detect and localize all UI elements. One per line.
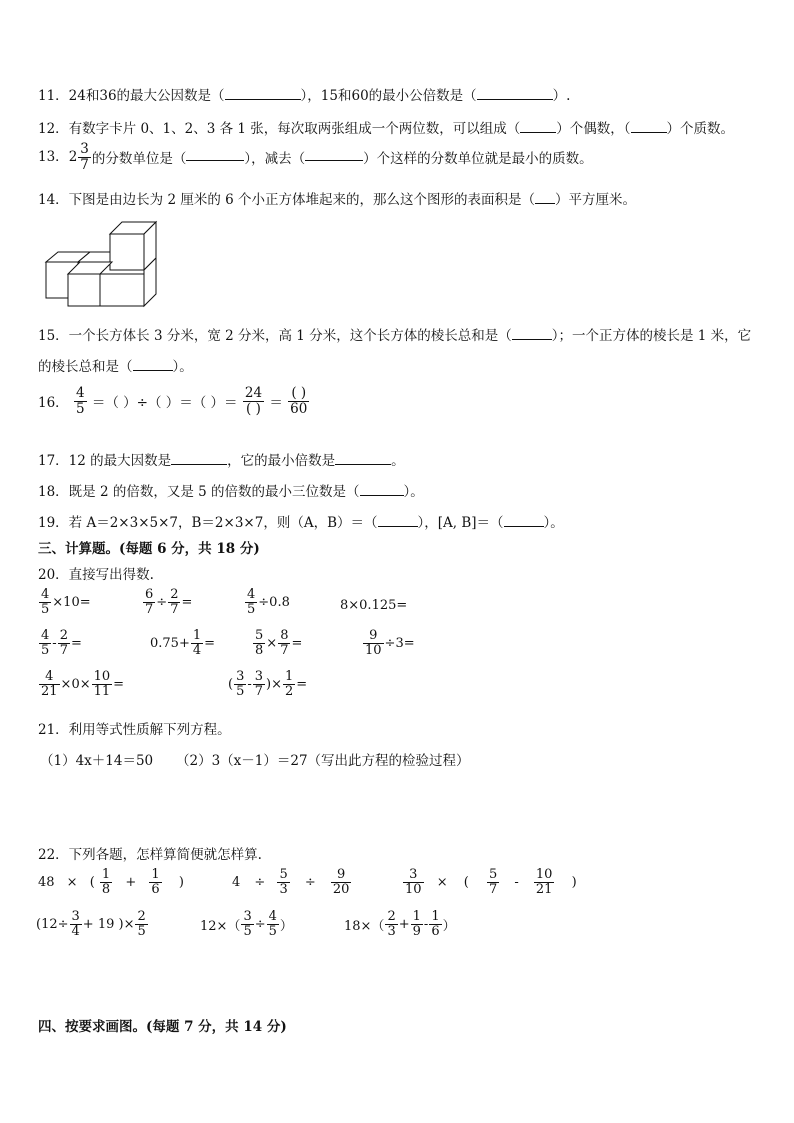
answer-blank[interactable] xyxy=(512,326,552,340)
calc-item: 4 ÷ $\frac{5}{3}$ ÷ $\frac{9}{20}$ xyxy=(232,867,350,898)
question-21-part1: （1）4x＋14＝50 xyxy=(40,753,154,769)
answer-blank[interactable] xyxy=(504,513,544,527)
question-18: 18．既是 2 的倍数，又是 5 的倍数的最小三位数是（ ）。 xyxy=(38,484,424,500)
fraction: $\frac{3}{7}$ xyxy=(80,141,89,173)
answer-blank[interactable] xyxy=(378,513,418,527)
calc-item: $\frac{4}{21}$ ×0× $\frac{10}{11}$ = xyxy=(41,669,125,700)
answer-blank[interactable] xyxy=(535,190,555,204)
calc-item: $\frac{3}{10}$ × ( $\frac{5}{7}$ - $\frac{10}{21}$ ) xyxy=(405,867,577,898)
question-19: 19．若 A＝2×3×5×7，B＝2×3×7，则（A，B）＝（ ），[A, B]＝（ ）。 xyxy=(38,515,564,531)
question-22-title: 22．下列各题，怎样算简便就怎样算. xyxy=(38,847,262,863)
question-12: 12．有数字卡片 0、1、2、3 各 1 张，每次取两张组成一个两位数，可以组成（ ）个偶数，（ ）个质数。 xyxy=(38,121,735,137)
calc-item: 8×0.125= xyxy=(340,598,408,613)
question-21-title: 21．利用等式性质解下列方程。 xyxy=(38,722,231,738)
calc-item: 48 × ( $\frac{1}{8}$ + $\frac{1}{6}$ ) xyxy=(38,867,184,898)
answer-blank[interactable] xyxy=(133,357,173,371)
fraction: $\frac{4}{5}$ xyxy=(75,385,85,417)
stacked-cubes-figure xyxy=(44,220,162,312)
section-4-heading: 四、按要求画图。(每题 7 分，共 14 分) xyxy=(38,1019,287,1035)
answer-blank[interactable] xyxy=(305,147,363,161)
fraction: $\frac{24}{( )}$ xyxy=(244,385,263,417)
question-15-line1: 15．一个长方体长 3 分米，宽 2 分米，高 1 分米，这个长方体的棱长总和是（ ）；一个正方体的棱长是 1 米，它 xyxy=(38,328,752,344)
question-11: 11．24和36的最大公因数是（ ），15和60的最小公倍数是（ ）. xyxy=(38,88,571,104)
calc-item: $\frac{4}{5}$ ÷0.8 xyxy=(247,587,290,618)
calc-item: 18×（ $\frac{2}{3}$ + $\frac{1}{9}$ - $\frac{1}{6}$ ） xyxy=(344,909,456,940)
answer-blank[interactable] xyxy=(520,119,556,133)
calc-item: ( $\frac{3}{5}$ - $\frac{3}{7}$ )× $\frac{1}{2}$ = xyxy=(228,669,308,700)
question-21-part2: （2）3（x－1）＝27（写出此方程的检验过程） xyxy=(176,753,470,769)
calc-item: $\frac{5}{8}$ × $\frac{8}{7}$ = xyxy=(255,628,303,659)
calc-item: $\frac{9}{10}$ ÷3= xyxy=(365,628,415,659)
calc-item: (12÷ $\frac{3}{4}$ + 19 )× $\frac{2}{5}$ xyxy=(36,909,146,940)
question-20-title: 20．直接写出得数. xyxy=(38,567,154,583)
answer-blank[interactable] xyxy=(335,451,391,465)
answer-blank[interactable] xyxy=(360,482,404,496)
answer-blank[interactable] xyxy=(225,86,301,100)
answer-blank[interactable] xyxy=(631,119,667,133)
fraction: $\frac{( )}{60}$ xyxy=(290,385,308,417)
calc-item: $\frac{6}{7}$ ÷ $\frac{2}{7}$ = xyxy=(145,587,193,618)
answer-blank[interactable] xyxy=(186,147,244,161)
calc-item: $\frac{4}{5}$ - $\frac{2}{7}$ = xyxy=(41,628,82,659)
answer-blank[interactable] xyxy=(171,451,227,465)
question-15-line2: 的棱长总和是（ ）。 xyxy=(38,359,193,375)
calc-item: 0.75+ $\frac{1}{4}$ = xyxy=(150,628,216,659)
question-13: 13．2 $\frac{3}{7}$ 的分数单位是（ ），减去（ ）个这样的分数单位就是最小的质数。 xyxy=(38,141,593,173)
question-17: 17．12 的最大因数是 ，它的最小倍数是 。 xyxy=(38,453,405,469)
answer-blank[interactable] xyxy=(477,86,553,100)
question-16: 16． $\frac{4}{5}$ ＝（ ）÷（ ）＝（ ）＝ $\frac{24}{( )}$ ＝ $\frac{( )}{60}$ xyxy=(38,385,308,417)
section-3-heading: 三、计算题。(每题 6 分，共 18 分) xyxy=(38,541,260,557)
calc-item: $\frac{4}{5}$ ×10= xyxy=(41,587,91,618)
calc-item: 12×（ $\frac{3}{5}$ ÷ $\frac{4}{5}$ ） xyxy=(200,909,293,940)
question-14: 14．下图是由边长为 2 厘米的 6 个小正方体堆起来的，那么这个图形的表面积是（ ）平方厘米。 xyxy=(38,192,637,208)
